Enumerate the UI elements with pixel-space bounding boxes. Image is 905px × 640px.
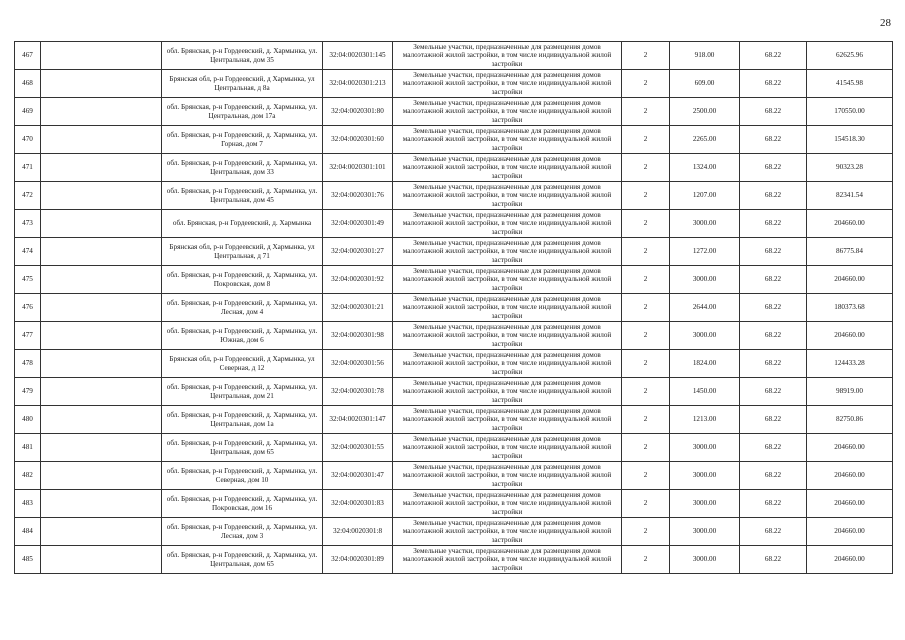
area-cell: 1450.00 [670,378,740,406]
rate-cell: 68.22 [740,98,807,126]
cadastral-number-cell: 32:04:0020301:101 [323,154,393,182]
area-cell: 3000.00 [670,266,740,294]
row-number: 473 [15,210,41,238]
area-cell: 609.00 [670,70,740,98]
cadastral-number-cell: 32:04:0020301:98 [323,322,393,350]
rate-cell: 68.22 [740,182,807,210]
land-use-cell: Земельные участки, предназначенные для размещения домов малоэтажной жилой застройки, в том числе индивидуальной жилой застройки [393,350,622,378]
address-cell: обл. Брянская, р-н Гордеевский, д. Хармынка, ул. Покровская, дом 8 [162,266,323,294]
cadastral-value-cell: 204660.00 [807,210,893,238]
address-cell: обл. Брянская, р-н Гордеевский, д. Хармынка, ул. Горная, дом 7 [162,126,323,154]
land-use-cell: Земельные участки, предназначенные для размещения домов малоэтажной жилой застройки, в том числе индивидуальной жилой застройки [393,210,622,238]
table-row [15,182,893,210]
land-use-cell: Земельные участки, предназначенные для размещения домов малоэтажной жилой застройки, в том числе индивидуальной жилой застройки [393,518,622,546]
address-cell: обл. Брянская, р-н Гордеевский, д. Хармынка, ул. Центральная, дом 1а [162,406,323,434]
rate-cell: 68.22 [740,294,807,322]
rate-cell: 68.22 [740,70,807,98]
page-number: 28 [880,17,891,29]
cadastral-value-cell: 204660.00 [807,434,893,462]
group-cell: 2 [622,182,670,210]
rate-cell: 68.22 [740,210,807,238]
table-row [15,322,893,350]
address-cell: обл. Брянская, р-н Гордеевский, д. Хармынка, ул. Центральная, дом 45 [162,182,323,210]
rate-cell: 68.22 [740,238,807,266]
row-number: 483 [15,490,41,518]
area-cell: 1324.00 [670,154,740,182]
land-registry-table [14,41,893,574]
cadastral-number-cell: 32:04:0020301:60 [323,126,393,154]
rate-cell: 68.22 [740,378,807,406]
rate-cell: 68.22 [740,434,807,462]
table-row [15,378,893,406]
land-use-cell: Земельные участки, предназначенные для размещения домов малоэтажной жилой застройки, в том числе индивидуальной жилой застройки [393,322,622,350]
cadastral-number-cell: 32:04:0020301:56 [323,350,393,378]
table-row [15,70,893,98]
cadastral-number-cell: 32:04:0020301:89 [323,546,393,574]
land-use-cell: Земельные участки, предназначенные для размещения домов малоэтажной жилой застройки, в том числе индивидуальной жилой застройки [393,266,622,294]
empty-cell [41,350,162,378]
cadastral-value-cell: 204660.00 [807,490,893,518]
cadastral-number-cell: 32:04:0020301:213 [323,70,393,98]
area-cell: 1213.00 [670,406,740,434]
group-cell: 2 [622,42,670,70]
address-cell: обл. Брянская, р-н Гордеевский, д. Хармынка, ул. Лесная, дом 4 [162,294,323,322]
land-use-cell: Земельные участки, предназначенные для размещения домов малоэтажной жилой застройки, в том числе индивидуальной жилой застройки [393,42,622,70]
cadastral-value-cell: 204660.00 [807,462,893,490]
row-number: 482 [15,462,41,490]
empty-cell [41,266,162,294]
land-use-cell: Земельные участки, предназначенные для размещения домов малоэтажной жилой застройки, в том числе индивидуальной жилой застройки [393,70,622,98]
cadastral-number-cell: 32:04:0020301:92 [323,266,393,294]
address-cell: Брянская обл, р-н Гордеевский, д Хармынка, ул Северная, д 12 [162,350,323,378]
group-cell: 2 [622,350,670,378]
address-cell: Брянская обл, р-н Гордеевский, д Хармынка, ул Центральная, д 8а [162,70,323,98]
rate-cell: 68.22 [740,350,807,378]
area-cell: 3000.00 [670,490,740,518]
cadastral-value-cell: 204660.00 [807,266,893,294]
row-number: 467 [15,42,41,70]
row-number: 485 [15,546,41,574]
group-cell: 2 [622,294,670,322]
row-number: 478 [15,350,41,378]
land-use-cell: Земельные участки, предназначенные для размещения домов малоэтажной жилой застройки, в том числе индивидуальной жилой застройки [393,490,622,518]
group-cell: 2 [622,462,670,490]
empty-cell [41,518,162,546]
row-number: 480 [15,406,41,434]
empty-cell [41,322,162,350]
row-number: 475 [15,266,41,294]
group-cell: 2 [622,98,670,126]
cadastral-value-cell: 86775.84 [807,238,893,266]
cadastral-value-cell: 204660.00 [807,518,893,546]
cadastral-number-cell: 32:04:0020301:145 [323,42,393,70]
row-number: 469 [15,98,41,126]
rate-cell: 68.22 [740,490,807,518]
area-cell: 918.00 [670,42,740,70]
empty-cell [41,182,162,210]
group-cell: 2 [622,238,670,266]
rate-cell: 68.22 [740,322,807,350]
group-cell: 2 [622,378,670,406]
group-cell: 2 [622,546,670,574]
empty-cell [41,42,162,70]
cadastral-value-cell: 180373.68 [807,294,893,322]
registry-body [15,42,893,574]
row-number: 470 [15,126,41,154]
table-row [15,518,893,546]
land-use-cell: Земельные участки, предназначенные для размещения домов малоэтажной жилой застройки, в том числе индивидуальной жилой застройки [393,434,622,462]
empty-cell [41,294,162,322]
group-cell: 2 [622,406,670,434]
table-row [15,266,893,294]
rate-cell: 68.22 [740,546,807,574]
cadastral-value-cell: 82750.86 [807,406,893,434]
land-use-cell: Земельные участки, предназначенные для размещения домов малоэтажной жилой застройки, в том числе индивидуальной жилой застройки [393,294,622,322]
cadastral-number-cell: 32:04:0020301:80 [323,98,393,126]
cadastral-value-cell: 98919.00 [807,378,893,406]
address-cell: обл. Брянская, р-н Гордеевский, д. Хармынка, ул. Центральная, дом 65 [162,546,323,574]
cadastral-number-cell: 32:04:0020301:8 [323,518,393,546]
address-cell: Брянская обл, р-н Гордеевский, д Хармынка, ул Центральная, д 71 [162,238,323,266]
area-cell: 1824.00 [670,350,740,378]
empty-cell [41,546,162,574]
land-use-cell: Земельные участки, предназначенные для размещения домов малоэтажной жилой застройки, в том числе индивидуальной жилой застройки [393,546,622,574]
empty-cell [41,406,162,434]
empty-cell [41,238,162,266]
area-cell: 3000.00 [670,322,740,350]
row-number: 474 [15,238,41,266]
rate-cell: 68.22 [740,266,807,294]
empty-cell [41,154,162,182]
row-number: 479 [15,378,41,406]
address-cell: обл. Брянская, р-н Гордеевский, д. Хармынка, ул. Лесная, дом 3 [162,518,323,546]
address-cell: обл. Брянская, р-н Гордеевский, д. Хармынка, ул. Центральная, дом 17а [162,98,323,126]
empty-cell [41,434,162,462]
empty-cell [41,126,162,154]
land-use-cell: Земельные участки, предназначенные для размещения домов малоэтажной жилой застройки, в том числе индивидуальной жилой застройки [393,154,622,182]
cadastral-value-cell: 90323.28 [807,154,893,182]
cadastral-value-cell: 124433.28 [807,350,893,378]
cadastral-value-cell: 204660.00 [807,546,893,574]
area-cell: 2644.00 [670,294,740,322]
cadastral-value-cell: 41545.98 [807,70,893,98]
row-number: 468 [15,70,41,98]
row-number: 476 [15,294,41,322]
land-use-cell: Земельные участки, предназначенные для размещения домов малоэтажной жилой застройки, в том числе индивидуальной жилой застройки [393,182,622,210]
cadastral-number-cell: 32:04:0020301:27 [323,238,393,266]
cadastral-value-cell: 170550.00 [807,98,893,126]
row-number: 484 [15,518,41,546]
table-row [15,154,893,182]
cadastral-value-cell: 204660.00 [807,322,893,350]
group-cell: 2 [622,490,670,518]
land-use-cell: Земельные участки, предназначенные для размещения домов малоэтажной жилой застройки, в том числе индивидуальной жилой застройки [393,462,622,490]
table-row [15,434,893,462]
empty-cell [41,462,162,490]
address-cell: обл. Брянская, р-н Гордеевский, д. Хармынка, ул. Северная, дом 10 [162,462,323,490]
empty-cell [41,98,162,126]
area-cell: 1272.00 [670,238,740,266]
rate-cell: 68.22 [740,126,807,154]
table-row [15,98,893,126]
table-row [15,490,893,518]
address-cell: обл. Брянская, р-н Гордеевский, д. Хармынка, ул. Центральная, дом 35 [162,42,323,70]
rate-cell: 68.22 [740,42,807,70]
group-cell: 2 [622,70,670,98]
group-cell: 2 [622,210,670,238]
area-cell: 3000.00 [670,434,740,462]
cadastral-value-cell: 82341.54 [807,182,893,210]
group-cell: 2 [622,518,670,546]
area-cell: 3000.00 [670,462,740,490]
empty-cell [41,378,162,406]
land-use-cell: Земельные участки, предназначенные для размещения домов малоэтажной жилой застройки, в том числе индивидуальной жилой застройки [393,406,622,434]
cadastral-number-cell: 32:04:0020301:47 [323,462,393,490]
land-use-cell: Земельные участки, предназначенные для размещения домов малоэтажной жилой застройки, в том числе индивидуальной жилой застройки [393,126,622,154]
rate-cell: 68.22 [740,154,807,182]
empty-cell [41,70,162,98]
cadastral-number-cell: 32:04:0020301:78 [323,378,393,406]
rate-cell: 68.22 [740,462,807,490]
table-row [15,238,893,266]
cadastral-number-cell: 32:04:0020301:83 [323,490,393,518]
address-cell: обл. Брянская, р-н Гордеевский, д. Хармынка, ул. Покровская, дом 16 [162,490,323,518]
table-row [15,462,893,490]
table-row [15,126,893,154]
land-use-cell: Земельные участки, предназначенные для размещения домов малоэтажной жилой застройки, в том числе индивидуальной жилой застройки [393,378,622,406]
land-use-cell: Земельные участки, предназначенные для размещения домов малоэтажной жилой застройки, в том числе индивидуальной жилой застройки [393,238,622,266]
row-number: 471 [15,154,41,182]
cadastral-number-cell: 32:04:0020301:55 [323,434,393,462]
area-cell: 2265.00 [670,126,740,154]
empty-cell [41,210,162,238]
rate-cell: 68.22 [740,406,807,434]
group-cell: 2 [622,154,670,182]
group-cell: 2 [622,434,670,462]
table-row [15,350,893,378]
address-cell: обл. Брянская, р-н Гордеевский, д. Хармынка, ул. Центральная, дом 33 [162,154,323,182]
address-cell: обл. Брянская, р-н Гордеевский, д. Хармынка, ул. Южная, дом 6 [162,322,323,350]
address-cell: обл. Брянская, р-н Гордеевский, д. Хармынка, ул. Центральная, дом 65 [162,434,323,462]
cadastral-value-cell: 154518.30 [807,126,893,154]
group-cell: 2 [622,322,670,350]
cadastral-number-cell: 32:04:0020301:49 [323,210,393,238]
table-row [15,210,893,238]
area-cell: 3000.00 [670,546,740,574]
area-cell: 1207.00 [670,182,740,210]
table-row [15,42,893,70]
row-number: 472 [15,182,41,210]
table-row [15,406,893,434]
cadastral-number-cell: 32:04:0020301:147 [323,406,393,434]
cadastral-number-cell: 32:04:0020301:21 [323,294,393,322]
cadastral-value-cell: 62625.96 [807,42,893,70]
group-cell: 2 [622,266,670,294]
table-row [15,294,893,322]
address-cell: обл. Брянская, р-н Гордеевский, д. Хармынка [162,210,323,238]
area-cell: 3000.00 [670,518,740,546]
address-cell: обл. Брянская, р-н Гордеевский, д. Хармынка, ул. Центральная, дом 21 [162,378,323,406]
row-number: 481 [15,434,41,462]
group-cell: 2 [622,126,670,154]
cadastral-number-cell: 32:04:0020301:76 [323,182,393,210]
area-cell: 2500.00 [670,98,740,126]
row-number: 477 [15,322,41,350]
table-row [15,546,893,574]
land-use-cell: Земельные участки, предназначенные для размещения домов малоэтажной жилой застройки, в том числе индивидуальной жилой застройки [393,98,622,126]
rate-cell: 68.22 [740,518,807,546]
empty-cell [41,490,162,518]
area-cell: 3000.00 [670,210,740,238]
